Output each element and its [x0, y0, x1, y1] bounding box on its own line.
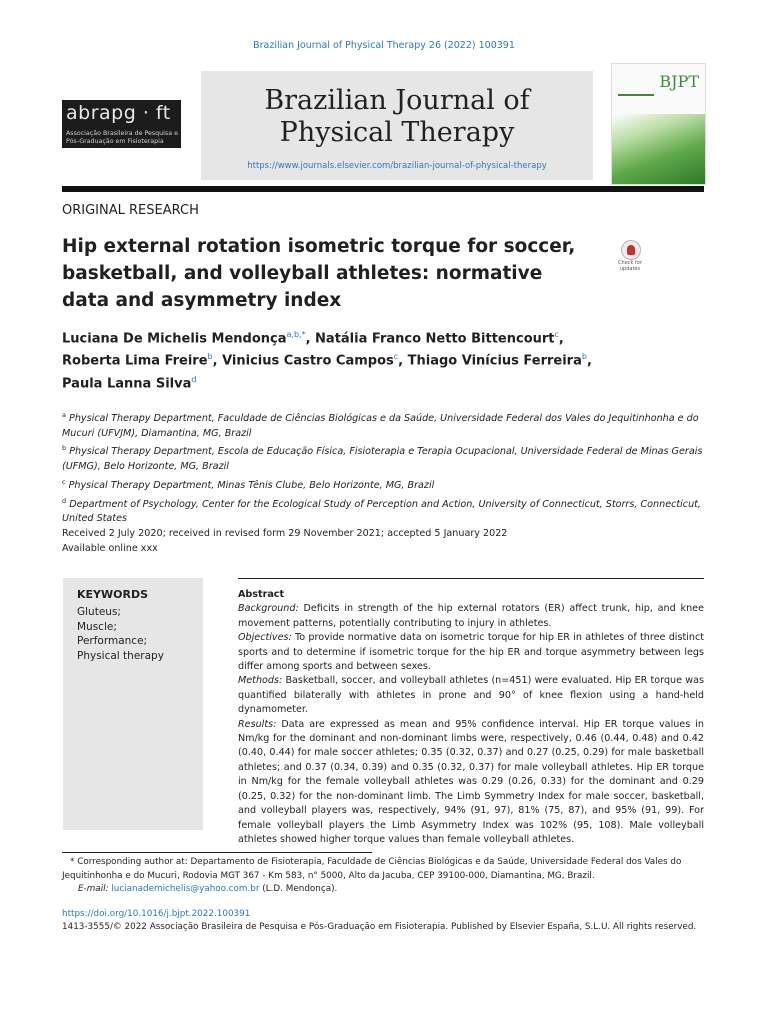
affiliation-key: a [62, 411, 66, 419]
keyword-item: Gluteus; [77, 606, 121, 618]
abstract-results-text: Data are expressed as mean and 95% confidence interval. Hip ER torque values in Nm/kg for the dominant and non-dominant limbs were, respectively, 0.46 (0.44, 0.48) and 0.42 (0.40, 0.44) for male soccer athletes; 0.35 (0.32, 0.37) and 0.27 (0.25, 0.29) for male basketball athletes; and 0.37 (0.34, 0.39) and 0.35 (0.32, 0.37) for male volleyball athletes. Hip ER torque in Nm/kg for the female volleyball athletes was 0.29 (0.26, 0.33) for the dominant and 0.29 (0.25, 0.32) for the non-dominant limb. The Limb Symmetry Index for male soccer, basketball, and volleyball players was, respectively, 94% (91, 97), 81% (75, 87), and 95% (91, 99). For female volleyball players the Limb Asymmetry Index was 102% (95, 108). Male volleyball athletes showed higher torque values than female volleyball athletes. [238, 718, 704, 845]
affiliation-text: Physical Therapy Department, Minas Tênis Clube, Belo Horizonte, MG, Brazil [68, 479, 435, 491]
received-dates: Received 2 July 2020; received in revised form 29 November 2021; accepted 5 January 2022 [62, 528, 508, 539]
author-name: Luciana De Michelis Mendonça [62, 331, 287, 347]
affiliation-item [62, 408, 707, 441]
abstract-background-text: Deficits in strength of the hip external rotators (ER) affect trunk, hip, and knee movement patterns, potentially contributing to injury in athletes. [238, 603, 704, 629]
author-name: Vinicius Castro Campos [222, 353, 394, 369]
author-separator: , [558, 331, 564, 347]
author-affiliation-marker[interactable]: b [207, 352, 213, 362]
journal-title-line-1: Brazilian Journal of [264, 85, 530, 116]
check-for-updates-badge[interactable] [613, 240, 647, 274]
affiliation-key: c [62, 477, 66, 486]
abstract-divider [238, 578, 704, 579]
article-dates [62, 527, 707, 556]
journal-title [201, 85, 593, 149]
footnote-divider [62, 852, 372, 853]
author-separator: , [398, 353, 408, 369]
author-name: Thiago Vinícius Ferreira [407, 353, 582, 369]
email-label: E-mail: [78, 884, 109, 895]
keyword-item: Physical therapy [77, 649, 164, 662]
journal-masthead [201, 71, 593, 180]
affiliation-item [62, 475, 707, 494]
author-affiliation-marker[interactable]: c [393, 352, 399, 362]
paper-title: Hip external rotation isometric torque for soccer, basketball, and volleyball athletes: normative data and asymmetry index [62, 236, 576, 311]
affiliation-key: d [62, 496, 67, 505]
author-separator: , [212, 353, 223, 369]
author-affiliation-marker[interactable]: a,b,* [286, 330, 306, 339]
email-suffix: (L.D. Mendonça). [262, 884, 338, 895]
logo-wordmark: abrapg · ft [66, 102, 171, 124]
affiliation-key: b [62, 444, 67, 453]
affiliation-item [62, 494, 707, 527]
keyword-item: Performance; [77, 635, 148, 647]
author-affiliation-marker[interactable]: b [581, 352, 587, 362]
author-name: Natália Franco Netto Bittencourt [315, 331, 555, 347]
keywords-list [77, 605, 164, 663]
logo-subtitle-line-2: Pós-Graduação em Fisioterapia [66, 138, 164, 145]
author-name: Paula Lanna Silva [62, 375, 192, 391]
author-affiliation-marker[interactable]: d [191, 374, 197, 384]
abrapg-logo [62, 100, 181, 148]
check-updates-label: Check for updates [618, 260, 642, 272]
corresponding-author-footnote [62, 856, 707, 897]
affiliation-text: Physical Therapy Department, Escola de Educação Física, Fisioterapia e Terapia Ocupacional, Universidade Federal de Minas Gerais (UFMG), Belo Horizonte, MG, Brazil [62, 446, 703, 473]
affiliation-text: Physical Therapy Department, Faculdade de Ciências Biológicas e da Saúde, Universidade Federal dos Vales do Jequitinhonha e do Mucuri (UFVJM), Diamantina, MG, Brazil [62, 413, 699, 439]
cover-accent-line [618, 94, 654, 96]
abstract-objectives-text: To provide normative data on isometric torque for hip ER in athletes of three distinct sports and to determine if isometric torque for the hip ER and torque asymmetry between legs differ among sports and between sexes. [238, 632, 704, 673]
doi-link[interactable]: https://doi.org/10.1016/j.bjpt.2022.100391 [62, 909, 251, 919]
abstract-objectives-label: Objectives: [238, 632, 292, 644]
keyword-item: Muscle; [77, 620, 117, 633]
available-online: Available online xxx [62, 542, 158, 554]
corresponding-address: * Corresponding author at: Departamento de Fisioterapia, Faculdade de Ciências Biológicas e da Saúde, Universidade Federal dos Vales do Jequitinhonha e do Mucuri, Rodovia MGT 367 - Km 583, n° 5000, Alto da Jacuba, CEP 39100-000, Diamantina, MG, Brazil. [62, 857, 682, 881]
abstract-methods-label: Methods: [238, 675, 283, 687]
abstract-methods [238, 674, 704, 717]
abstract [238, 588, 704, 847]
section-label: ORIGINAL RESEARCH [62, 203, 199, 218]
abstract-results [238, 718, 704, 848]
affiliation-text: Department of Psychology, Center for the Ecological Study of Perception and Action, University of Connecticut, Storrs, Connecticut, United States [62, 498, 701, 525]
abstract-background [238, 602, 704, 631]
logo-subtitle [66, 130, 178, 146]
abstract-methods-text: Basketball, soccer, and volleyball athletes (n=451) were evaluated. Hip ER torque was quantified bilaterally with athletes in prone and 90° of knee flexion using a hand-held dynamometer. [238, 675, 704, 716]
journal-cover-thumbnail[interactable] [611, 63, 706, 185]
affiliation-item [62, 441, 707, 474]
cover-artwork [612, 114, 705, 184]
email-link[interactable]: lucianademichelis@yahoo.com.br [111, 884, 260, 895]
author-separator: , [586, 353, 592, 369]
author-affiliation-marker[interactable]: c [554, 330, 559, 339]
copyright-notice: 1413-3555/© 2022 Associação Brasileira de Pesquisa e Pós-Graduação em Fisioterapia. Published by Elsevier España, S.L.U. All rights reserved. [62, 922, 697, 932]
abstract-heading: Abstract [238, 589, 285, 600]
affiliations [62, 408, 707, 527]
header-divider [62, 186, 704, 192]
journal-reference[interactable]: Brazilian Journal of Physical Therapy 26 (2022) 100391 [253, 40, 515, 51]
abstract-objectives [238, 631, 704, 674]
check-updates-icon [621, 240, 641, 260]
abstract-background-label: Background: [238, 603, 299, 615]
author-separator: , [305, 331, 316, 347]
journal-title-line-2: Physical Therapy [279, 117, 515, 148]
logo-subtitle-line-1: Associação Brasileira de Pesquisa e [66, 130, 178, 137]
abstract-results-label: Results: [238, 718, 277, 730]
keywords-heading: KEYWORDS [77, 588, 149, 601]
journal-url-link[interactable]: https://www.journals.elsevier.com/brazilian-journal-of-physical-therapy [247, 161, 547, 171]
cover-title: BJPT [659, 72, 699, 91]
author-list [62, 326, 682, 393]
author-name: Roberta Lima Freire [62, 353, 208, 369]
keywords-box [63, 578, 203, 830]
